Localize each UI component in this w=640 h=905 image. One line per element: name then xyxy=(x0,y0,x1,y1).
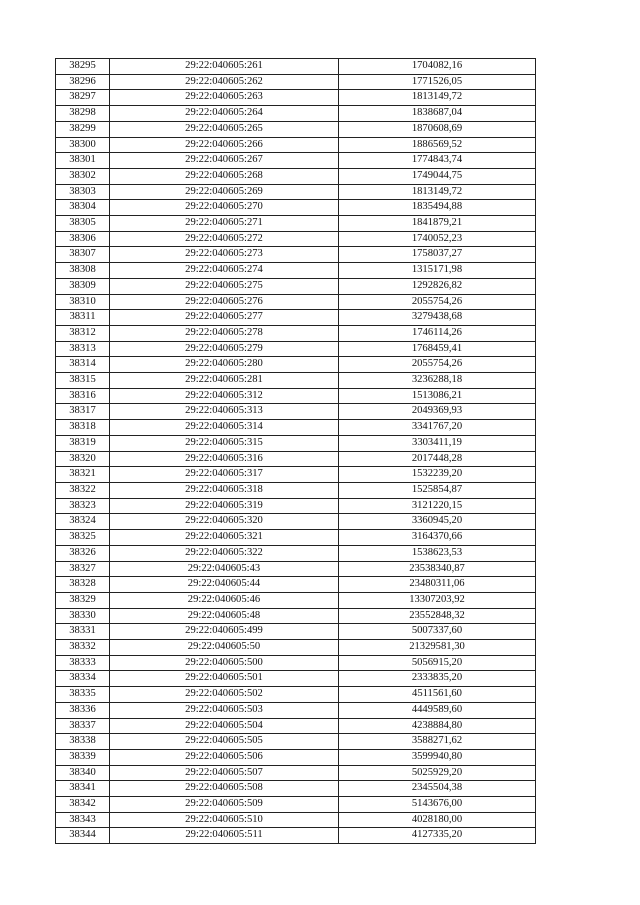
row-number-cell: 38316 xyxy=(56,388,110,404)
row-number-cell: 38297 xyxy=(56,90,110,106)
table-row xyxy=(56,530,536,546)
cadastral-number-cell: 29:22:040605:262 xyxy=(110,74,339,90)
row-number-cell: 38301 xyxy=(56,153,110,169)
table-row xyxy=(56,294,536,310)
cadastral-number-cell: 29:22:040605:46 xyxy=(110,592,339,608)
row-number-cell: 38305 xyxy=(56,216,110,232)
row-number-cell: 38307 xyxy=(56,247,110,263)
table-row xyxy=(56,545,536,561)
cadastral-number-cell: 29:22:040605:279 xyxy=(110,341,339,357)
value-cell: 23538340,87 xyxy=(339,561,536,577)
cadastral-number-cell: 29:22:040605:44 xyxy=(110,577,339,593)
value-cell: 1525854,87 xyxy=(339,482,536,498)
row-number-cell: 38340 xyxy=(56,765,110,781)
table-row xyxy=(56,467,536,483)
row-number-cell: 38311 xyxy=(56,310,110,326)
row-number-cell: 38335 xyxy=(56,687,110,703)
value-cell: 4127335,20 xyxy=(339,828,536,844)
table-row xyxy=(56,216,536,232)
table-row xyxy=(56,310,536,326)
row-number-cell: 38336 xyxy=(56,702,110,718)
cadastral-number-cell: 29:22:040605:508 xyxy=(110,781,339,797)
table-row xyxy=(56,671,536,687)
value-cell: 1740052,23 xyxy=(339,231,536,247)
cadastral-number-cell: 29:22:040605:504 xyxy=(110,718,339,734)
cadastral-number-cell: 29:22:040605:321 xyxy=(110,530,339,546)
cadastral-number-cell: 29:22:040605:274 xyxy=(110,263,339,279)
cadastral-number-cell: 29:22:040605:507 xyxy=(110,765,339,781)
value-cell: 3341767,20 xyxy=(339,420,536,436)
row-number-cell: 38318 xyxy=(56,420,110,436)
value-cell: 5007337,60 xyxy=(339,624,536,640)
table-row xyxy=(56,106,536,122)
cadastral-number-cell: 29:22:040605:43 xyxy=(110,561,339,577)
table-row xyxy=(56,153,536,169)
table-row xyxy=(56,231,536,247)
row-number-cell: 38313 xyxy=(56,341,110,357)
value-cell: 3360945,20 xyxy=(339,514,536,530)
cadastral-number-cell: 29:22:040605:280 xyxy=(110,357,339,373)
table-row xyxy=(56,655,536,671)
cadastral-number-cell: 29:22:040605:313 xyxy=(110,404,339,420)
row-number-cell: 38296 xyxy=(56,74,110,90)
value-cell: 4449589,60 xyxy=(339,702,536,718)
cadastral-number-cell: 29:22:040605:317 xyxy=(110,467,339,483)
row-number-cell: 38328 xyxy=(56,577,110,593)
cadastral-number-cell: 29:22:040605:261 xyxy=(110,59,339,75)
table-row xyxy=(56,702,536,718)
row-number-cell: 38323 xyxy=(56,498,110,514)
row-number-cell: 38306 xyxy=(56,231,110,247)
data-table xyxy=(55,58,536,844)
value-cell: 1813149,72 xyxy=(339,184,536,200)
value-cell: 5143676,00 xyxy=(339,797,536,813)
table-row xyxy=(56,687,536,703)
value-cell: 1538623,53 xyxy=(339,545,536,561)
cadastral-number-cell: 29:22:040605:267 xyxy=(110,153,339,169)
row-number-cell: 38327 xyxy=(56,561,110,577)
value-cell: 3164370,66 xyxy=(339,530,536,546)
cadastral-number-cell: 29:22:040605:322 xyxy=(110,545,339,561)
value-cell: 1886569,52 xyxy=(339,137,536,153)
table-row xyxy=(56,388,536,404)
row-number-cell: 38320 xyxy=(56,451,110,467)
row-number-cell: 38310 xyxy=(56,294,110,310)
table-row xyxy=(56,797,536,813)
table-row xyxy=(56,59,536,75)
cadastral-number-cell: 29:22:040605:506 xyxy=(110,749,339,765)
value-cell: 4238884,80 xyxy=(339,718,536,734)
value-cell: 5056915,20 xyxy=(339,655,536,671)
row-number-cell: 38308 xyxy=(56,263,110,279)
cadastral-number-cell: 29:22:040605:278 xyxy=(110,325,339,341)
value-cell: 23552848,32 xyxy=(339,608,536,624)
table-row xyxy=(56,514,536,530)
row-number-cell: 38344 xyxy=(56,828,110,844)
row-number-cell: 38303 xyxy=(56,184,110,200)
row-number-cell: 38329 xyxy=(56,592,110,608)
cadastral-number-cell: 29:22:040605:277 xyxy=(110,310,339,326)
row-number-cell: 38325 xyxy=(56,530,110,546)
cadastral-number-cell: 29:22:040605:264 xyxy=(110,106,339,122)
value-cell: 3236288,18 xyxy=(339,373,536,389)
value-cell: 2055754,26 xyxy=(339,294,536,310)
table-row xyxy=(56,278,536,294)
table-row xyxy=(56,168,536,184)
row-number-cell: 38300 xyxy=(56,137,110,153)
cadastral-number-cell: 29:22:040605:314 xyxy=(110,420,339,436)
row-number-cell: 38334 xyxy=(56,671,110,687)
row-number-cell: 38343 xyxy=(56,812,110,828)
row-number-cell: 38338 xyxy=(56,734,110,750)
value-cell: 1315171,98 xyxy=(339,263,536,279)
row-number-cell: 38337 xyxy=(56,718,110,734)
cadastral-number-cell: 29:22:040605:273 xyxy=(110,247,339,263)
cadastral-number-cell: 29:22:040605:266 xyxy=(110,137,339,153)
value-cell: 2017448,28 xyxy=(339,451,536,467)
row-number-cell: 38330 xyxy=(56,608,110,624)
table-row xyxy=(56,608,536,624)
cadastral-number-cell: 29:22:040605:269 xyxy=(110,184,339,200)
cadastral-number-cell: 29:22:040605:312 xyxy=(110,388,339,404)
value-cell: 1746114,26 xyxy=(339,325,536,341)
table-row xyxy=(56,781,536,797)
table-row xyxy=(56,718,536,734)
value-cell: 1774843,74 xyxy=(339,153,536,169)
row-number-cell: 38319 xyxy=(56,435,110,451)
row-number-cell: 38339 xyxy=(56,749,110,765)
table-row xyxy=(56,451,536,467)
cadastral-number-cell: 29:22:040605:320 xyxy=(110,514,339,530)
table-row xyxy=(56,325,536,341)
value-cell: 4028180,00 xyxy=(339,812,536,828)
value-cell: 1771526,05 xyxy=(339,74,536,90)
value-cell: 13307203,92 xyxy=(339,592,536,608)
row-number-cell: 38331 xyxy=(56,624,110,640)
value-cell: 1838687,04 xyxy=(339,106,536,122)
row-number-cell: 38312 xyxy=(56,325,110,341)
table-row xyxy=(56,482,536,498)
value-cell: 1835494,88 xyxy=(339,200,536,216)
table-row xyxy=(56,184,536,200)
row-number-cell: 38333 xyxy=(56,655,110,671)
value-cell: 3303411,19 xyxy=(339,435,536,451)
row-number-cell: 38298 xyxy=(56,106,110,122)
row-number-cell: 38342 xyxy=(56,797,110,813)
table-row xyxy=(56,121,536,137)
row-number-cell: 38341 xyxy=(56,781,110,797)
value-cell: 2049369,93 xyxy=(339,404,536,420)
cadastral-number-cell: 29:22:040605:271 xyxy=(110,216,339,232)
cadastral-number-cell: 29:22:040605:319 xyxy=(110,498,339,514)
table-row xyxy=(56,137,536,153)
row-number-cell: 38314 xyxy=(56,357,110,373)
row-number-cell: 38317 xyxy=(56,404,110,420)
table-row xyxy=(56,357,536,373)
cadastral-number-cell: 29:22:040605:509 xyxy=(110,797,339,813)
table-row xyxy=(56,498,536,514)
cadastral-number-cell: 29:22:040605:268 xyxy=(110,168,339,184)
cadastral-number-cell: 29:22:040605:505 xyxy=(110,734,339,750)
cadastral-number-cell: 29:22:040605:510 xyxy=(110,812,339,828)
table-row xyxy=(56,341,536,357)
cadastral-number-cell: 29:22:040605:281 xyxy=(110,373,339,389)
value-cell: 1513086,21 xyxy=(339,388,536,404)
row-number-cell: 38321 xyxy=(56,467,110,483)
value-cell: 1841879,21 xyxy=(339,216,536,232)
row-number-cell: 38324 xyxy=(56,514,110,530)
table-row xyxy=(56,90,536,106)
value-cell: 3588271,62 xyxy=(339,734,536,750)
cadastral-number-cell: 29:22:040605:500 xyxy=(110,655,339,671)
value-cell: 1813149,72 xyxy=(339,90,536,106)
cadastral-number-cell: 29:22:040605:316 xyxy=(110,451,339,467)
cadastral-number-cell: 29:22:040605:265 xyxy=(110,121,339,137)
cadastral-number-cell: 29:22:040605:502 xyxy=(110,687,339,703)
value-cell: 21329581,30 xyxy=(339,640,536,656)
table-row xyxy=(56,624,536,640)
table-row xyxy=(56,577,536,593)
cadastral-number-cell: 29:22:040605:50 xyxy=(110,640,339,656)
cadastral-number-cell: 29:22:040605:272 xyxy=(110,231,339,247)
value-cell: 1704082,16 xyxy=(339,59,536,75)
table-row xyxy=(56,561,536,577)
cadastral-number-cell: 29:22:040605:503 xyxy=(110,702,339,718)
value-cell: 4511561,60 xyxy=(339,687,536,703)
value-cell: 3279438,68 xyxy=(339,310,536,326)
value-cell: 3121220,15 xyxy=(339,498,536,514)
cadastral-number-cell: 29:22:040605:318 xyxy=(110,482,339,498)
table-body xyxy=(56,59,536,844)
row-number-cell: 38295 xyxy=(56,59,110,75)
table-row xyxy=(56,812,536,828)
table-row xyxy=(56,828,536,844)
value-cell: 2055754,26 xyxy=(339,357,536,373)
table-row xyxy=(56,200,536,216)
value-cell: 2345504,38 xyxy=(339,781,536,797)
value-cell: 2333835,20 xyxy=(339,671,536,687)
value-cell: 1870608,69 xyxy=(339,121,536,137)
row-number-cell: 38302 xyxy=(56,168,110,184)
table-row xyxy=(56,404,536,420)
table-row xyxy=(56,247,536,263)
table-row xyxy=(56,749,536,765)
row-number-cell: 38299 xyxy=(56,121,110,137)
cadastral-number-cell: 29:22:040605:263 xyxy=(110,90,339,106)
cadastral-number-cell: 29:22:040605:276 xyxy=(110,294,339,310)
row-number-cell: 38304 xyxy=(56,200,110,216)
value-cell: 1292826,82 xyxy=(339,278,536,294)
row-number-cell: 38315 xyxy=(56,373,110,389)
table-row xyxy=(56,734,536,750)
table-row xyxy=(56,74,536,90)
cadastral-number-cell: 29:22:040605:501 xyxy=(110,671,339,687)
table-row xyxy=(56,640,536,656)
value-cell: 3599940,80 xyxy=(339,749,536,765)
cadastral-number-cell: 29:22:040605:270 xyxy=(110,200,339,216)
value-cell: 23480311,06 xyxy=(339,577,536,593)
table-row xyxy=(56,263,536,279)
row-number-cell: 38326 xyxy=(56,545,110,561)
value-cell: 1758037,27 xyxy=(339,247,536,263)
value-cell: 1749044,75 xyxy=(339,168,536,184)
cadastral-number-cell: 29:22:040605:511 xyxy=(110,828,339,844)
table-row xyxy=(56,420,536,436)
cadastral-number-cell: 29:22:040605:48 xyxy=(110,608,339,624)
table-row xyxy=(56,765,536,781)
cadastral-number-cell: 29:22:040605:499 xyxy=(110,624,339,640)
value-cell: 1768459,41 xyxy=(339,341,536,357)
cadastral-number-cell: 29:22:040605:315 xyxy=(110,435,339,451)
row-number-cell: 38309 xyxy=(56,278,110,294)
value-cell: 5025929,20 xyxy=(339,765,536,781)
table-row xyxy=(56,435,536,451)
table-row xyxy=(56,592,536,608)
row-number-cell: 38322 xyxy=(56,482,110,498)
value-cell: 1532239,20 xyxy=(339,467,536,483)
row-number-cell: 38332 xyxy=(56,640,110,656)
table-row xyxy=(56,373,536,389)
cadastral-number-cell: 29:22:040605:275 xyxy=(110,278,339,294)
